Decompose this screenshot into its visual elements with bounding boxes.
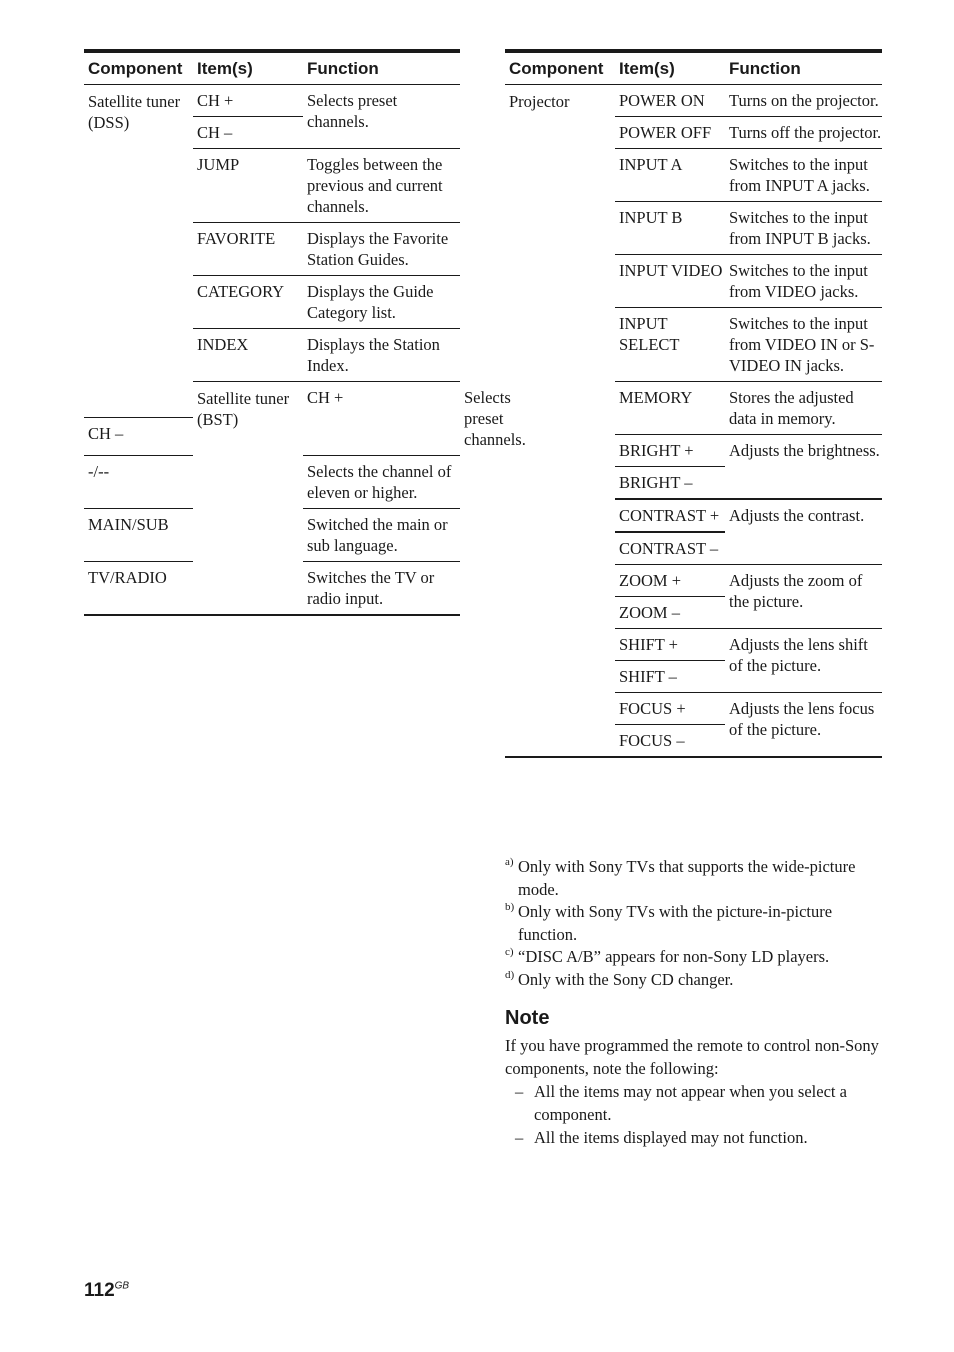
function-input-a: Switches to the input from INPUT A jacks.: [725, 149, 882, 202]
function-contrast: Adjusts the contrast.: [725, 499, 882, 565]
footnote-text: Only with the Sony CD changer.: [518, 969, 734, 989]
note-bullet-text: All the items displayed may not function.: [534, 1128, 808, 1147]
footnote-mark: d): [505, 968, 515, 981]
item-main-sub: MAIN/SUB: [84, 508, 193, 561]
item-shift-minus: SHIFT –: [615, 661, 725, 693]
page-number-suffix: GB: [114, 1280, 130, 1292]
footnote: [505, 969, 885, 992]
note-section: [505, 1005, 885, 1149]
item-input-b: INPUT B: [615, 202, 725, 255]
item-bright-plus: BRIGHT +: [615, 435, 725, 467]
left-remote-items-table: [84, 49, 526, 616]
footnote-text: Only with Sony TVs with the picture-in-picture function.: [518, 902, 833, 944]
header-row: [84, 51, 460, 85]
item-tv-radio: TV/RADIO: [84, 561, 193, 615]
item-focus-plus: FOCUS +: [615, 693, 725, 725]
item-index: INDEX: [193, 329, 303, 382]
function-favorite: Displays the Favorite Station Guides.: [303, 223, 460, 276]
function-power-off: Turns off the projector.: [725, 117, 882, 149]
note-bullet: [515, 1080, 885, 1126]
item-input-a: INPUT A: [615, 149, 725, 202]
table-row: [84, 85, 460, 117]
function-shift: Adjusts the lens shift of the picture.: [725, 629, 882, 693]
note-bullet: [515, 1126, 885, 1149]
item-zoom-minus: ZOOM –: [615, 597, 725, 629]
item-jump: JUMP: [193, 149, 303, 223]
note-intro: If you have programmed the remote to control non-Sony components, note the following:: [505, 1036, 879, 1078]
header-component: Component: [505, 51, 615, 85]
item-favorite: FAVORITE: [193, 223, 303, 276]
header-row: [505, 51, 882, 85]
header-function: Function: [725, 51, 882, 85]
item-input-video: INPUT VIDEO: [615, 255, 725, 308]
header-items: Item(s): [615, 51, 725, 85]
footnotes: [505, 856, 885, 991]
item-contrast-plus: CONTRAST +: [615, 499, 725, 532]
footnote: [505, 856, 885, 901]
function-input-select: Switches to the input from VIDEO IN or S-VIDEO IN jacks.: [725, 308, 882, 382]
header-items: Item(s): [193, 51, 303, 85]
function-focus: Adjusts the lens focus of the picture.: [725, 693, 882, 758]
item-shift-plus: SHIFT +: [615, 629, 725, 661]
table-row: Satellite tuner (BST) CH + Selects preset channels.: [84, 382, 460, 418]
item-memory: MEMORY: [615, 382, 725, 435]
note-heading: Note: [505, 1007, 550, 1029]
right-remote-items-table: [505, 49, 882, 758]
table-row: [505, 85, 882, 117]
dash: –: [515, 1128, 524, 1147]
item-power-off: POWER OFF: [615, 117, 725, 149]
item-power-on: POWER ON: [619, 91, 705, 110]
function-memory: Stores the adjusted data in memory.: [725, 382, 882, 435]
page-number-value: 112: [84, 1280, 115, 1301]
function-bright: Adjusts the brightness.: [725, 435, 882, 500]
note-bullet-text: All the items may not appear when you select a component.: [534, 1082, 847, 1124]
function-input-video: Switches to the input from VIDEO jacks.: [725, 255, 882, 308]
footnote-mark: b): [505, 901, 515, 913]
footnote: [505, 946, 885, 969]
footnote-text: “DISC A/B” appears for non-Sony LD players.: [518, 947, 830, 966]
item-focus-minus: FOCUS –: [615, 725, 725, 758]
component-dss: Satellite tuner (DSS): [88, 92, 181, 132]
item-digit: -/--: [84, 455, 193, 508]
item-input-select: INPUT SELECT: [615, 308, 725, 382]
item-ch-minus: CH –: [193, 117, 303, 149]
header-component: Component: [84, 51, 193, 85]
function-power-on: Turns on the projector.: [729, 91, 879, 110]
function-tv-radio: Switches the TV or radio input.: [303, 561, 460, 615]
item-bright-minus: BRIGHT –: [615, 467, 725, 500]
item-ch-plus: CH +: [197, 91, 234, 110]
function-main-sub: Switched the main or sub language.: [303, 508, 460, 561]
component-bst: Satellite tuner (BST): [193, 382, 303, 615]
item-ch-plus: CH +: [303, 382, 460, 418]
function-jump: Toggles between the previous and current channels.: [303, 149, 460, 223]
item-zoom-plus: ZOOM +: [615, 565, 725, 597]
item-contrast-minus: CONTRAST –: [615, 532, 725, 565]
function-category: Displays the Guide Category list.: [303, 276, 460, 329]
function-input-b: Switches to the input from INPUT B jacks.: [725, 202, 882, 255]
footnote: [505, 901, 885, 946]
component-projector: Projector: [509, 92, 570, 111]
footnote-mark: a): [505, 856, 514, 868]
footnote-text: Only with Sony TVs that supports the wide-picture mode.: [518, 857, 856, 899]
item-category: CATEGORY: [193, 276, 303, 329]
page-number: [84, 1280, 129, 1302]
function-index: Displays the Station Index.: [303, 329, 460, 382]
header-function: Function: [303, 51, 460, 85]
function-ch: Selects preset channels.: [307, 91, 398, 131]
function-digit: Selects the channel of eleven or higher.: [303, 455, 460, 508]
footnote-mark: c): [505, 946, 514, 958]
item-ch-minus: CH –: [84, 418, 193, 455]
dash: –: [515, 1082, 524, 1101]
function-zoom: Adjusts the zoom of the picture.: [725, 565, 882, 629]
